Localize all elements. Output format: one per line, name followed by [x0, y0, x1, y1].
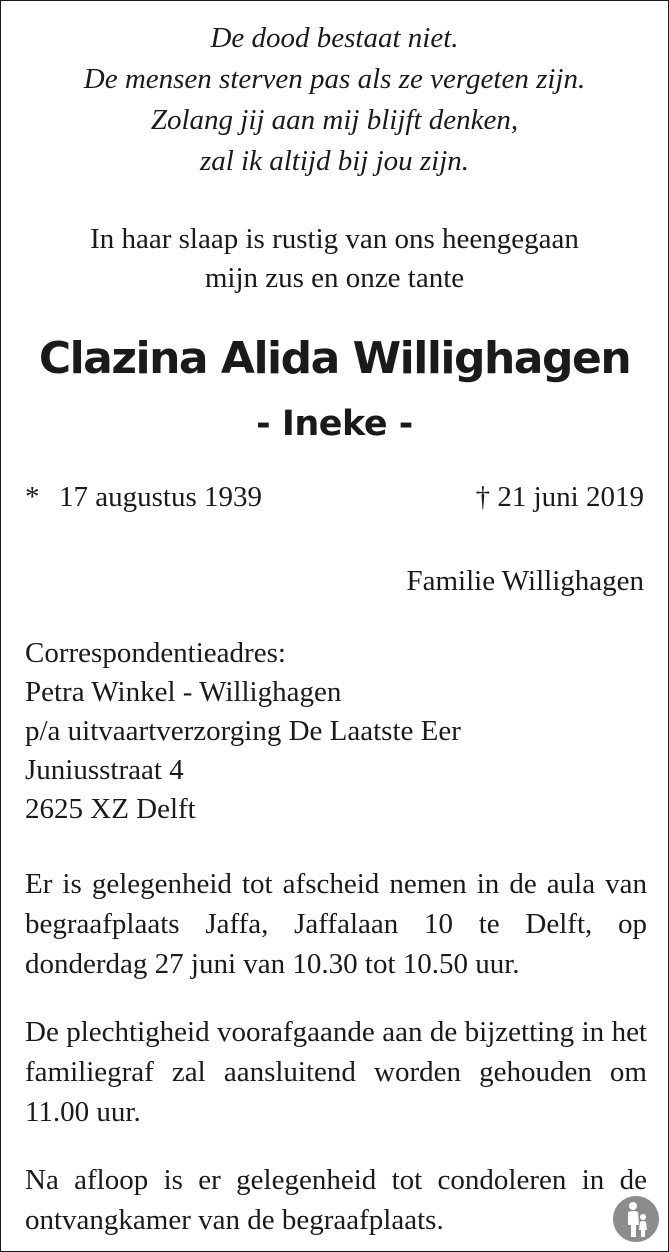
- announcement-intro: [1, 220, 668, 298]
- condolence-paragraph: Na afloop is er gelegenheid tot condoleren in de ontvangkamer van de begraafplaats.: [25, 1164, 647, 1236]
- poem-line: Zolang jij aan mij blijft denken,: [150, 104, 519, 136]
- memorial-figures-icon: [612, 1195, 660, 1243]
- poem-line: zal ik altijd bij jou zijn.: [199, 145, 470, 177]
- address-line: Juniusstraat 4: [25, 754, 184, 786]
- intro-line: In haar slaap is rustig van ons heengegaan: [90, 223, 579, 255]
- farewell-paragraph: Er is gelegenheid tot afscheid nemen in de aula van begraafplaats Jaffa, Jaffalaan 10 te Delft, op donderdag 27 juni van 10.30 tot 10.50 uur.: [25, 868, 647, 980]
- life-dates: [25, 477, 644, 517]
- correspondence-address: [25, 634, 461, 829]
- birth-symbol: *: [25, 481, 40, 513]
- deceased-nickname: - Ineke -: [256, 404, 413, 444]
- poem-line: De dood bestaat niet.: [210, 22, 459, 54]
- birth-date: [25, 477, 262, 517]
- family-signature: Familie Willighagen: [406, 565, 644, 597]
- address-line: Petra Winkel - Willighagen: [25, 676, 342, 708]
- ceremony-paragraph: De plechtigheid voorafgaande aan de bijzetting in het familiegraf zal aansluitend worden gehouden om 11.00 uur.: [25, 1016, 647, 1128]
- deceased-name: Clazina Alida Willighagen: [38, 333, 631, 384]
- death-date: † 21 juni 2019: [475, 481, 644, 513]
- address-line: Correspondentieadres:: [25, 637, 286, 669]
- intro-line: mijn zus en onze tante: [204, 262, 465, 294]
- address-line: 2625 XZ Delft: [25, 793, 196, 825]
- birth-date-value: 17 augustus 1939: [59, 481, 262, 513]
- poem-line: De mensen sterven pas als ze vergeten zijn.: [83, 63, 586, 95]
- address-line: p/a uitvaartverzorging De Laatste Eer: [25, 715, 461, 747]
- memorial-poem: [1, 18, 668, 182]
